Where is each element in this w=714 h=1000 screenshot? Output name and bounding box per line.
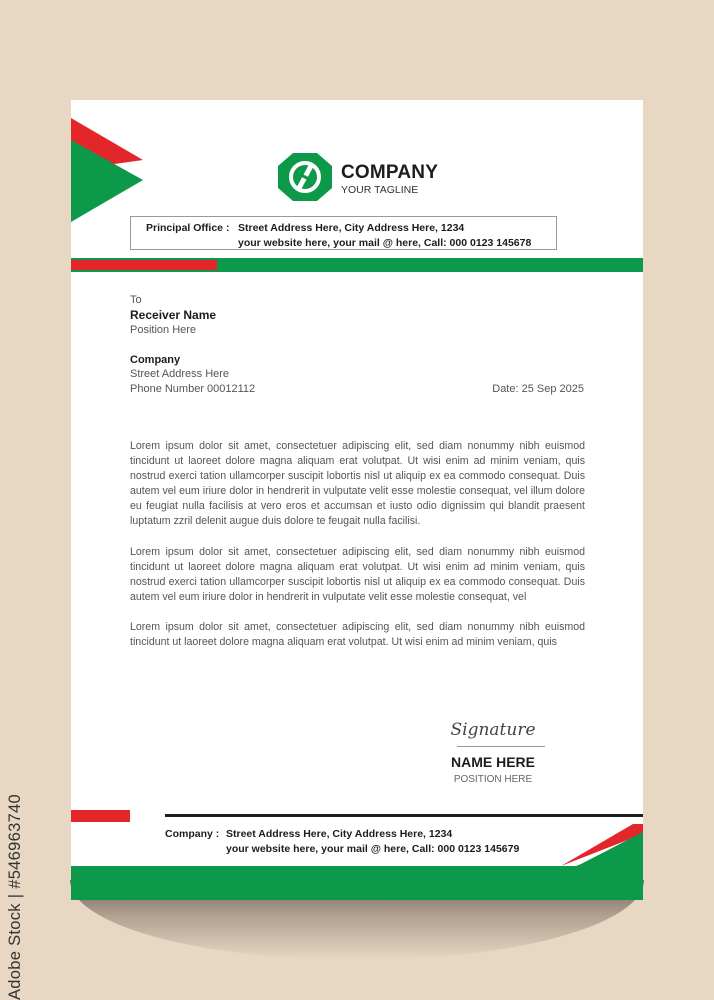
footer-red-bar bbox=[71, 810, 130, 822]
receiver-company: Company bbox=[130, 354, 181, 366]
receiver-name: Receiver Name bbox=[130, 308, 217, 322]
body-paragraph-2: Lorem ipsum dolor sit amet, consectetuer adipiscing elit, sed diam nonummy nibh euismod tincidunt ut laoreet dolore magna aliquam erat volutpat. Ut wisi enim ad minim veniam, quis nostrud exerci tation ullamcorper suscipit lobortis nisl ut aliquip ex ea commodo consequat. Duis autem vel eum iriure dolor in hendrerit in vulputate velit esse molestie consequat, vel bbox=[130, 546, 585, 603]
signer-name: NAME HERE bbox=[450, 754, 535, 770]
footer-black-rule bbox=[165, 814, 643, 817]
footer-contact: your website here, your mail @ here, Call: 000 0123 145679 bbox=[226, 843, 520, 855]
signature-line bbox=[457, 746, 545, 747]
letterhead-sheet bbox=[71, 100, 643, 900]
header-red-bar bbox=[71, 260, 217, 270]
corner-triangles-bottom-right bbox=[561, 824, 643, 872]
receiver-position: Position Here bbox=[130, 324, 197, 336]
principal-office-box bbox=[130, 216, 557, 250]
footer-green-bar bbox=[71, 866, 643, 900]
footer-company-label: Company : bbox=[165, 828, 220, 840]
company-name: COMPANY bbox=[341, 162, 439, 183]
body-paragraph-3: Lorem ipsum dolor sit amet, consectetuer adipiscing elit, sed diam nonummy nibh euismod tincidunt ut laoreet dolore magna aliquam erat volutpat. Ut wisi enim ad minim veniam, quis bbox=[130, 621, 585, 648]
company-tagline: YOUR TAGLINE bbox=[341, 184, 419, 196]
stock-id-label: Adobe Stock | #546963740 bbox=[6, 794, 24, 1000]
body-paragraph-1: Lorem ipsum dolor sit amet, consectetuer adipiscing elit, sed diam nonummy nibh euismod tincidunt ut laoreet dolore magna aliquam erat volutpat. Ut wisi enim ad minim veniam, quis nostrud exerci tation ullamcorper suscipit lobortis nisl ut aliquip ex ea commodo consequat. Duis autem vel eum iriure dolor in hendrerit in vulputate velit esse molestie consequat, vel illum dolore eu feugiat nulla facilisis at vero eros et accumsan et iusto odio dignissim qui blandit praesent luptatum zzril delenit augue duis dolore te feugait nulla facilisi. bbox=[130, 440, 585, 527]
signature-script: Signature bbox=[450, 720, 536, 740]
office-label: Principal Office : bbox=[146, 222, 230, 234]
octagon-logo-icon bbox=[277, 152, 333, 202]
office-contact: your website here, your mail @ here, Call: 000 0123 145678 bbox=[238, 237, 532, 249]
footer-address: Street Address Here, City Address Here, 1234 bbox=[226, 828, 453, 840]
office-address: Street Address Here, City Address Here, 1234 bbox=[238, 222, 465, 234]
receiver-street: Street Address Here bbox=[130, 368, 230, 380]
to-label: To bbox=[130, 294, 142, 306]
letter-date: Date: 25 Sep 2025 bbox=[492, 383, 584, 395]
signer-position: POSITION HERE bbox=[453, 774, 533, 785]
receiver-phone: Phone Number 00012112 bbox=[130, 383, 256, 395]
corner-triangles-top-left bbox=[71, 118, 143, 222]
